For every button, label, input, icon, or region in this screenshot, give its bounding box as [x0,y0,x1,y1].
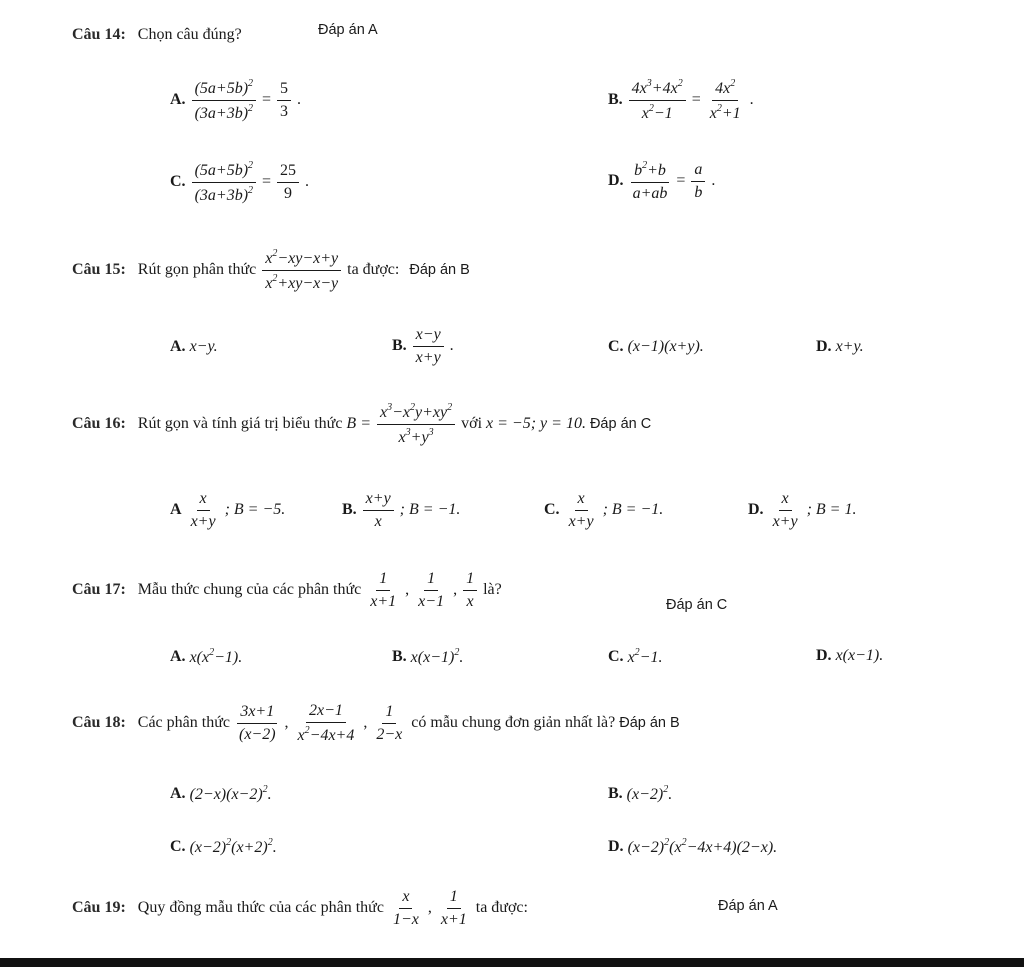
question-text: Rút gọn và tính giá trị biểu thức [137,415,343,433]
answer-label: Đáp án B [409,262,470,279]
option-b [342,490,460,530]
question-14-header [72,26,242,44]
fraction: $\frac{1}{x+1}$ [370,570,397,610]
question-17-header: Câu 17: Mẫu thức chung của các phân thức $\frac{1}{x+1}$ , $\frac{1}{x-1}$ , $\frac{1}{x}$ là? [72,570,502,610]
fraction: $\frac{1}{2-x}$ [376,703,403,743]
option-b: B. $\frac{4x^3+4x^2}{x^2-1}$ = $\frac{4x^2}{x^2+1}$ . [608,78,754,122]
question-text-with: với [461,415,483,433]
question-number: Câu 17: [72,581,126,599]
option-d: D. $\frac{b^2+b}{a+ab}$ = $\frac{a}{b}$ . [608,160,716,202]
question-16-header [72,402,651,446]
question-text-after: là? [483,581,502,599]
option-a: A. $(2-x)(x-2)^2$. [170,784,272,803]
option-b: B. $(x-2)^2$. [608,784,673,803]
option-d: D. $(x-2)^2(x^2-4x+4)(2-x)$. [608,837,778,856]
option-label: D. [608,172,624,190]
fraction: $\frac{(5a+5b)^2}{(3a+3b)^2}$ [192,78,256,122]
option-label: D. [748,501,764,519]
option-value: x(x−1). [835,647,884,664]
math-symbol: B = [346,415,371,433]
option-b: B. $\frac{x-y}{x+y}$ . [392,326,454,366]
fraction: $\frac{1}{x+1}$ [440,888,467,928]
option-c [608,338,704,356]
fraction: $\frac{x^3-x^2y+xy^2}{x^3+y^3}$ [377,402,455,446]
fraction: $\frac{x}{x+y}$ [568,490,594,530]
condition: x = −5; y = 10. [486,415,586,433]
option-c: C. $x^2-1$. [608,647,663,666]
answer-label: Đáp án B [619,715,680,732]
option-value: (x−1)(x+y). [627,338,704,355]
answer-label: Đáp án C [589,416,652,433]
question-18-header: Câu 18: Các phân thức $\frac{3x+1}{(x-2)}$ , $\frac{2x-1}{x^2-4x+4}$ , $\frac{1}{2-x}$ có mẫu chung đơn giản nhất là? Đáp án B [72,702,680,744]
option-value: ; B = −1. [602,501,664,519]
question-number: Câu 16: [72,415,126,433]
option-a [170,490,285,530]
fraction: $\frac{4x^2}{x^2+1}$ [709,78,741,122]
question-text: Mẫu thức chung của các phân thức [137,581,362,599]
option-b: B. $x(x-1)^2$. [392,647,464,666]
option-label: C. [170,838,186,855]
fraction: $\frac{5}{3}$ [277,80,291,120]
fraction: $\frac{1}{x}$ [463,570,477,610]
option-d [816,338,864,356]
question-text-after: ta được: [475,899,528,917]
option-value: ; B = −5. [224,501,286,519]
option-label: C. [170,173,186,191]
option-label: C. [544,501,560,519]
option-label: D. [816,338,832,355]
option-label: A [170,501,182,519]
answer-label: Đáp án C [666,597,728,613]
fraction: $\frac{4x^3+4x^2}{x^2-1}$ [629,78,686,122]
option-label: B. [392,648,407,665]
option-label: A. [170,338,186,355]
option-label: B. [608,785,623,802]
question-text-after: ta được: [347,261,400,279]
fraction: $\frac{(5a+5b)^2}{(3a+3b)^2}$ [192,160,256,204]
fraction: $\frac{25}{9}$ [277,162,299,202]
option-value: ; B = −1. [399,501,461,519]
option-label: B. [608,91,623,109]
question-19-header: Câu 19: Quy đồng mẫu thức của các phân thức $\frac{x}{1-x}$ , $\frac{1}{x+1}$ ta được: [72,888,528,928]
option-c: C. $\frac{(5a+5b)^2}{(3a+3b)^2}$ = $\frac{25}{9}$ . [170,160,310,204]
option-c: C. $(x-2)^2(x+2)^2$. [170,837,277,856]
option-label: C. [608,648,624,665]
option-label: A. [170,785,186,802]
answer-label: Đáp án A [718,898,778,914]
option-label: C. [608,338,624,355]
question-text: Rút gọn phân thức [137,261,257,279]
option-label: A. [170,648,186,665]
option-a: A. $\frac{(5a+5b)^2}{(3a+3b)^2}$ = $\frac{5}{3}$ . [170,78,302,122]
question-text: Các phân thức [137,714,230,732]
fraction: $\frac{x}{x+y}$ [772,490,798,530]
option-label: D. [816,647,832,664]
fraction: $\frac{x}{1-x}$ [392,888,419,928]
question-text: Quy đồng mẫu thức của các phân thức [137,899,384,917]
fraction: $\frac{x-y}{x+y}$ [413,326,444,366]
question-text: Chọn câu đúng? [137,26,242,43]
fraction: $\frac{x+y}{x}$ [363,490,394,530]
option-d [816,647,883,665]
option-label: B. [392,337,407,355]
option-label: B. [342,501,357,519]
question-number: Câu 15: [72,261,126,279]
question-15-header [72,248,470,292]
bottom-divider [0,958,1024,967]
option-a [170,338,218,356]
question-text-after: có mẫu chung đơn giản nhất là? [411,714,616,732]
fraction: $\frac{x}{x+y}$ [190,490,216,530]
answer-label: Đáp án A [318,22,378,38]
fraction: $\frac{3x+1}{(x-2)}$ [238,703,276,743]
option-value: x+y. [835,338,864,355]
option-c [544,490,663,530]
question-number: Câu 14: [72,26,126,43]
fraction: $\frac{x^2-xy-x+y}{x^2+xy-x-y}$ [262,248,341,292]
option-label: A. [170,91,186,109]
fraction: $\frac{1}{x-1}$ [418,570,445,610]
fraction: $\frac{2x-1}{x^2-4x+4}$ [297,702,355,744]
question-number: Câu 18: [72,714,126,732]
option-value: x−y. [189,338,218,355]
option-value: ; B = 1. [806,501,857,519]
option-label: D. [608,838,624,855]
fraction: $\frac{a}{b}$ [691,161,705,201]
fraction: $\frac{b^2+b}{a+ab}$ [632,160,668,202]
option-d [748,490,856,530]
option-a: A. $x(x^2-1)$. [170,647,243,666]
question-number: Câu 19: [72,899,126,917]
